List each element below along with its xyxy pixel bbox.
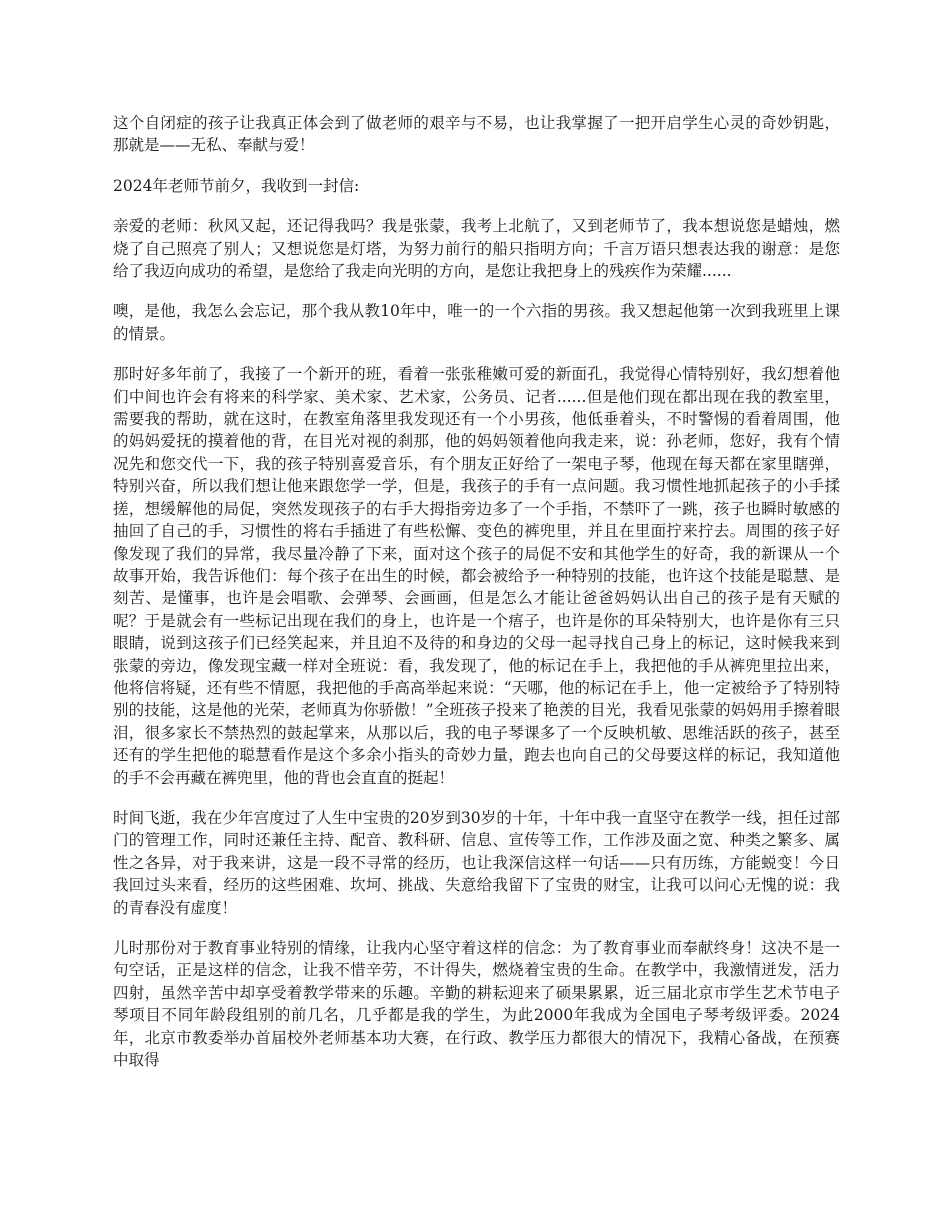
document-body [113, 112, 840, 1089]
paragraph-letter-received: 2024年老师节前夕，我收到一封信: [113, 176, 360, 195]
paragraph-letter-content: 亲爱的老师：秋风又起，还记得我吗？我是张蒙，我考上北航了，又到老师节了，我本想说您是蜡烛，燃烧了自己照亮了别人；又想说您是灯塔，为努力前行的船只指明方向；千言万语只想表达我的谢意：是您给了我迈向成功的希望，是您给了我走向光明的方向，是您让我把身上的残疾作为荣耀...... [113, 217, 840, 281]
paragraph-dedication: 儿时那份对于教育事业特别的情缘，让我内心坚守着这样的信念：为了教育事业而奉献终身！这决不是一句空话，正是这样的信念，让我不惜辛劳，不计得失，燃烧着宝贵的生命。在教学中，我激情迸发，活力四射，虽然辛苦中却享受着教学带来的乐趣。辛勤的耕耘迎来了硕果累累，近三届北京市学生艺术节电子琴项目不同年龄段组别的前几名，几乎都是我的学生，为此2000年我成为全国电子琴考级评委。2024年，北京市教委举办首届校外老师基本功大赛，在行政、教学压力都很大的情况下，我精心备战，在预赛中取得 [113, 939, 840, 1070]
paragraph-recollection: 噢，是他，我怎么会忘记，那个我从教10年中，唯一的一个六指的男孩。我又想起他第一次到我班里上课的情景。 [113, 302, 840, 343]
paragraph-first-class-story: 那时好多年前了，我接了一个新开的班，看着一张张稚嫩可爱的新面孔，我觉得心情特别好，我幻想着他们中间也许会有将来的科学家、美术家、艺术家，公务员、记者......但是他们现在都出现在我的教室里，需要我的帮助，就在这时，在教室角落里我发现还有一个小男孩，他低垂着头，不时警惕的看着周围，他的妈妈爱抚的摸着他的背，在目光对视的刹那，他的妈妈领着他向我走来，说：孙老师，您好，我有个情况先和您交代一下，我的孩子特别喜爱音乐，有个朋友正好给了一架电子琴，他现在每天都在家里瞎弹，特别兴奋，所以我们想让他来跟您学一学，但是，我孩子的手有一点问题。我习惯性地抓起孩子的小手揉搓，想缓解他的局促，突然发现孩子的右手大拇指旁边多了一个手指，不禁吓了一跳，孩子也瞬时敏感的抽回了自己的手，习惯性的将右手插进了有些松懈、变色的裤兜里，并且在里面拧来拧去。周围的孩子好像发现了我们的异常，我尽量冷静了下来，面对这个孩子的局促不安和其他学生的好奇，我的新课从一个故事开始，我告诉他们：每个孩子在出生的时候，都会被给予一种特别的技能，也许这个技能是聪慧、是刻苦、是懂事，也许是会唱歌、会弹琴、会画画，但是怎么才能让爸爸妈妈认出自己的孩子是有天赋的呢？于是就会有一些标记出现在我们的身上，也许是一个痦子，也许是你的耳朵特别大，也许是你有三只眼睛，说到这孩子们已经笑起来，并且迫不及待的和身边的父母一起寻找自己身上的标记，这时候我来到张蒙的旁边，像发现宝藏一样对全班说：看，我发现了，他的标记在手上，我把他的手从裤兜里拉出来，他将信将疑，还有些不情愿，我把他的手高高举起来说：“天哪，他的标记在手上，他一定被给予了特别特别的技能，这是他的光荣，老师真为你骄傲！”全班孩子投来了艳羡的目光，我看见张蒙的妈妈用手擦着眼泪，很多家长不禁热烈的鼓起掌来，从那以后，我的电子琴课多了一个反映机敏、思维活跃的孩子，甚至还有的学生把他的聪慧看作是这个多余小指头的奇妙力量，跑去也向自己的父母要这样的标记，我知道他的手不会再藏在裤兜里，他的背也会直直的挺起！ [113, 365, 840, 787]
paragraph-intro: 这个自闭症的孩子让我真正体会到了做老师的艰辛与不易，也让我掌握了一把开启学生心灵的奇妙钥匙，那就是——无私、奉献与爱！ [113, 114, 840, 155]
paragraph-ten-years: 时间飞逝，我在少年宫度过了人生中宝贵的20岁到30岁的十年，十年中我一直坚守在教学一线，担任过部门的管理工作，同时还兼任主持、配音、教科研、信息、宣传等工作，工作涉及面之宽、种类之繁多、属性之各异，对于我来讲，这是一段不寻常的经历，也让我深信这样一句话——只有历练，方能蜕变！今日我回过头来看，经历的这些困难、坎坷、挑战、失意给我留下了宝贵的财宝，让我可以问心无愧的说：我的青春没有虚度！ [113, 808, 840, 917]
